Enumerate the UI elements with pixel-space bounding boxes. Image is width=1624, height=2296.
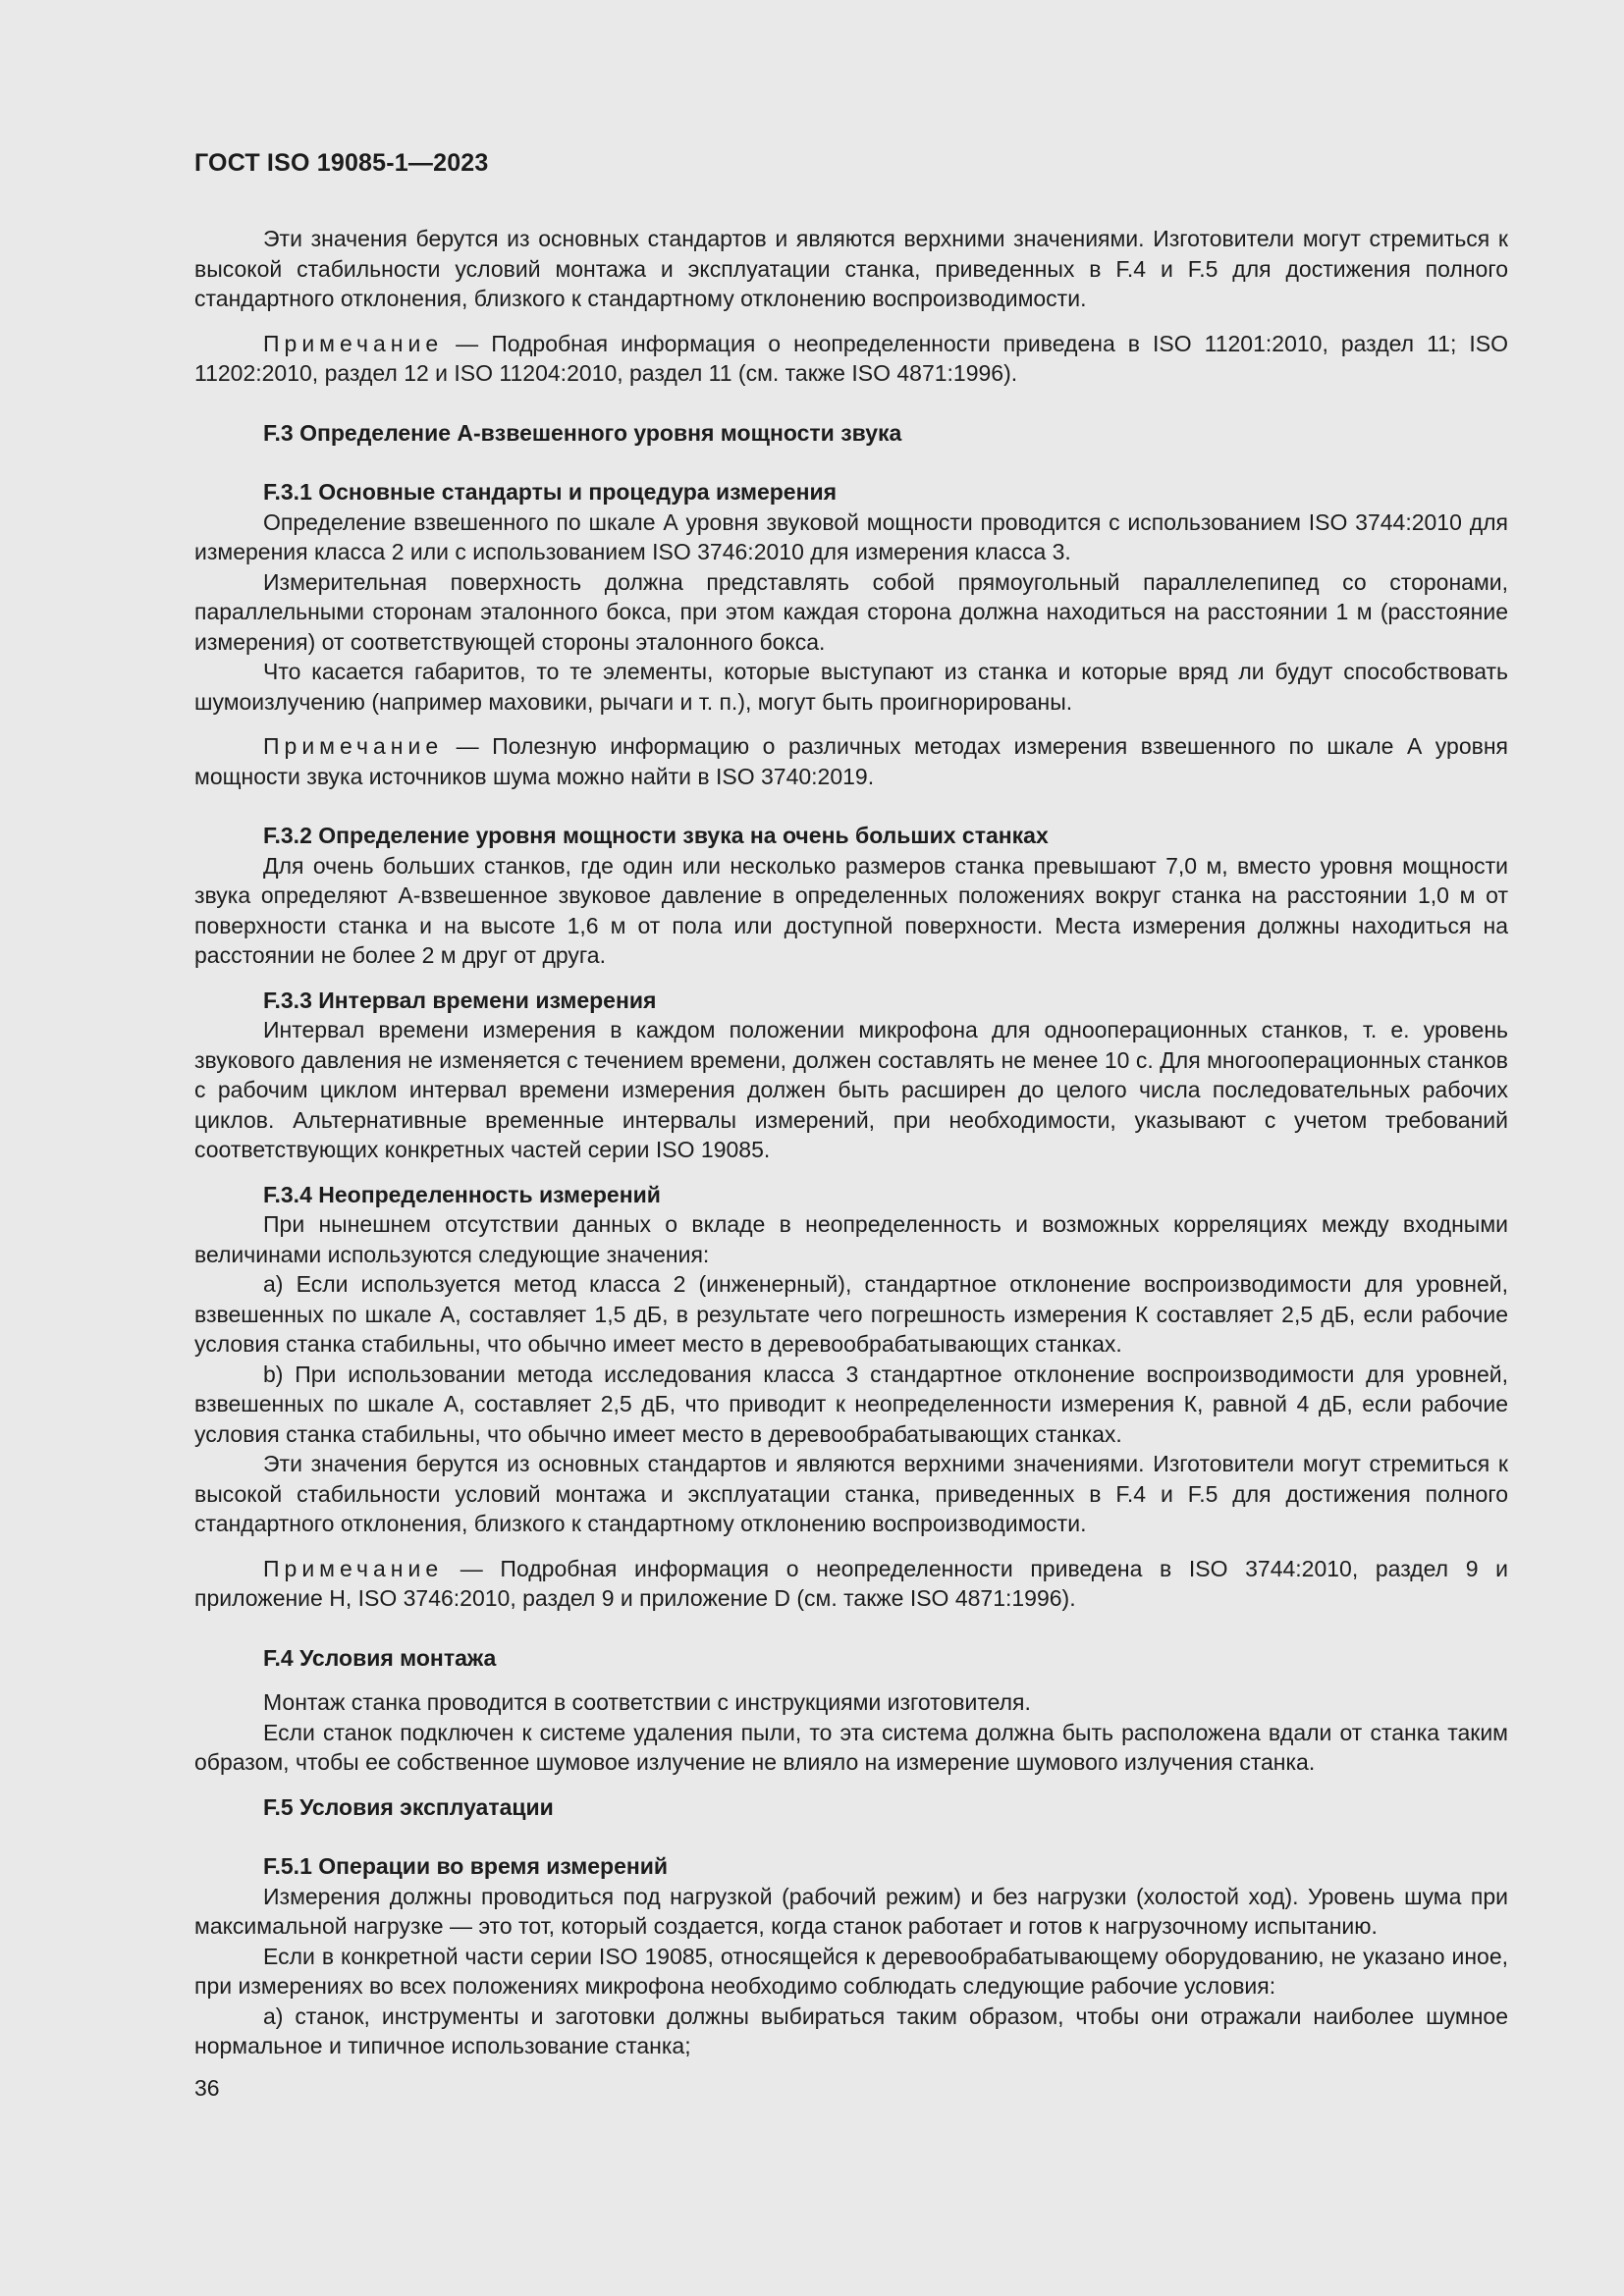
note — [194, 329, 1508, 389]
paragraph: Эти значения берутся из основных стандартов и являются верхними значениями. Изготовители могут стремиться к высокой стабильности условий монтажа и эксплуатации станка, приведенных в F.4 и F.5 для достижения полного стандартного отклонения, близкого к стандартному отклонению воспроизводимости. — [194, 226, 1508, 311]
note-text: — Подробная информация о неопределенности приведена в ISO 11201:2010, раздел 11; ISO 11202:2010, раздел 12 и ISO 11204:2010, раздел 11 (см. также ISO 4871:1996). — [194, 330, 1509, 386]
note — [194, 731, 1508, 791]
section-heading-f3-1: F.3.1 Основные стандарты и процедура измерения — [263, 479, 838, 505]
document-header: ГОСТ ISO 19085-1—2023 — [194, 149, 489, 177]
document-body — [194, 224, 1508, 2061]
page-number: 36 — [194, 2075, 220, 2101]
paragraph: Для очень больших станков, где один или несколько размеров станка превышают 7,0 м, вместо уровня мощности звука определяют А-взвешенное звуковое давление в определенных положениях вокруг станка на расстоянии 1,0 м от поверхности станка и на высоте 1,6 м от пола или доступной поверхности. Места измерения должны находиться на расстоянии не более 2 м друг от друга. — [194, 852, 1508, 968]
paragraph: Монтаж станка проводится в соответствии с инструкциями изготовителя. — [263, 1689, 1031, 1715]
paragraph: Если станок подключен к системе удаления пыли, то эта система должна быть расположена вдали от станка таким образом, чтобы ее собственное шумовое излучение не влияло на измерение шумового излучения станка. — [194, 1719, 1508, 1775]
note-label: Примечание — [263, 733, 444, 759]
paragraph: Если в конкретной части серии ISO 19085, относящейся к деревообрабатывающему оборудованию, не указано иное, при измерениях во всех положениях микрофона необходимо соблюдать следующие рабочие условия: — [194, 1943, 1508, 1999]
paragraph: Измерения должны проводиться под нагрузкой (рабочий режим) и без нагрузки (холостой ход). Уровень шума при максимальной нагрузке — это тот, который создается, когда станок работает и готов к нагрузочному испытанию. — [194, 1883, 1508, 1939]
section-heading-f5-1: F.5.1 Операции во время измерений — [263, 1853, 669, 1879]
section-heading-f3-4: F.3.4 Неопределенность измерений — [263, 1181, 661, 1207]
section-heading-f3: F.3 Определение А-взвешенного уровня мощности звука — [263, 419, 902, 446]
section-heading-f5: F.5 Условия эксплуатации — [263, 1793, 554, 1820]
paragraph: Измерительная поверхность должна представлять собой прямоугольный параллелепипед со сторонами, параллельными сторонам эталонного бокса, при этом каждая сторона должна находиться на расстоянии 1 м (расстояние измерения) от соответствующей стороны эталонного бокса. — [194, 568, 1508, 655]
note-label: Примечание — [263, 1555, 444, 1581]
section-heading-f3-3: F.3.3 Интервал времени измерения — [263, 987, 657, 1013]
paragraph: При нынешнем отсутствии данных о вкладе в неопределенность и возможных корреляциях между входными величинами используются следующие значения: — [194, 1211, 1508, 1267]
section-heading-f4: F.4 Условия монтажа — [263, 1644, 497, 1671]
note-text: — Полезную информацию о различных методах измерения взвешенного по шкале А уровня мощности звука источников шума можно найти в ISO 3740:2019. — [194, 733, 1508, 789]
paragraph: Определение взвешенного по шкале А уровня звуковой мощности проводится с использованием ISO 3744:2010 для измерения класса 2 или с использованием ISO 3746:2010 для измерения класса 3. — [194, 508, 1508, 564]
note-label: Примечание — [263, 330, 444, 356]
paragraph: Интервал времени измерения в каждом положении микрофона для однооперационных станков, т. е. уровень звукового давления не изменяется с течением времени, должен составлять не менее 10 с. Для многооперационных станков с рабочим циклом интервал времени измерения должен быть расширен до целого числа последовательных рабочих циклов. Альтернативные временные интервалы измерений, при необходимости, указывают с учетом требований соответствующих конкретных частей серии ISO 19085. — [194, 1017, 1508, 1162]
note — [194, 1554, 1508, 1614]
list-item-b: b) При использовании метода исследования класса 3 стандартное отклонение воспроизводимости для уровней, взвешенных по шкале А, составляет 2,5 дБ, что приводит к неопределенности измерения К, равной 4 дБ, если рабочие условия станка стабильны, что обычно имеет место в деревообрабатывающих станках. — [194, 1361, 1508, 1447]
paragraph: Эти значения берутся из основных стандартов и являются верхними значениями. Изготовители могут стремиться к высокой стабильности условий монтажа и эксплуатации станка, приведенных в F.4 и F.5 для достижения полного стандартного отклонения, близкого к стандартному отклонению воспроизводимости. — [194, 1451, 1508, 1536]
paragraph: Что касается габаритов, то те элементы, которые выступают из станка и которые вряд ли будут способствовать шумоизлучению (например маховики, рычаги и т. п.), могут быть проигнорированы. — [194, 659, 1508, 715]
list-item-a: a) Если используется метод класса 2 (инженерный), стандартное отклонение воспроизводимости для уровней, взвешенных по шкале А, составляет 1,5 дБ, в результате чего погрешность измерения К составляет 2,5 дБ, если рабочие условия станка стабильны, что обычно имеет место в деревообрабатывающих станках. — [194, 1271, 1508, 1357]
list-item-a: a) станок, инструменты и заготовки должны выбираться таким образом, чтобы они отражали наиболее шумное нормальное и типичное использование станка; — [194, 2002, 1508, 2058]
note-text: — Подробная информация о неопределенности приведена в ISO 3744:2010, раздел 9 и приложение Н, ISO 3746:2010, раздел 9 и приложение D (см. также ISO 4871:1996). — [194, 1555, 1509, 1611]
section-heading-f3-2: F.3.2 Определение уровня мощности звука на очень больших станках — [263, 823, 1049, 848]
